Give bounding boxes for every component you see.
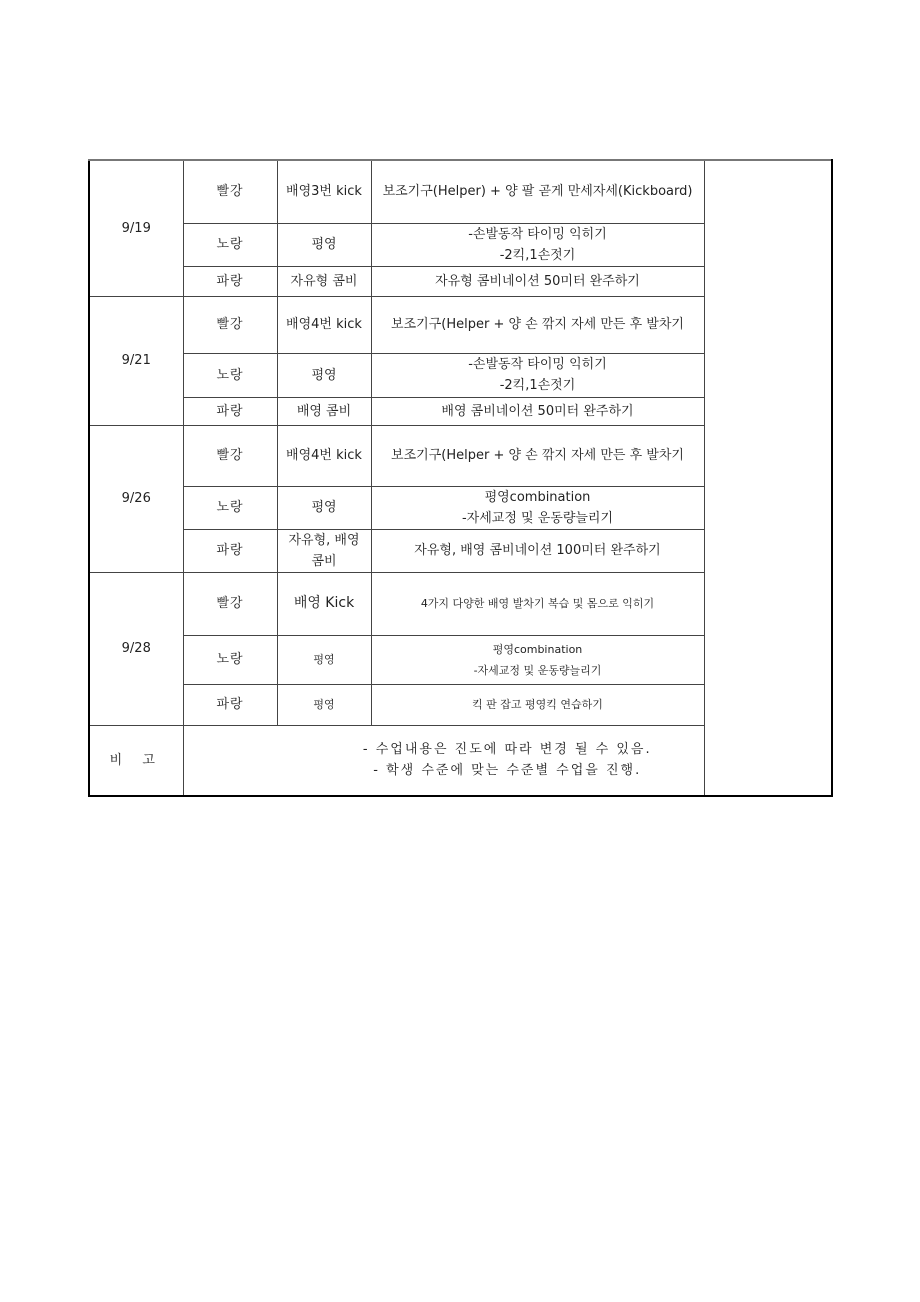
session-date: 9/26 [89,425,183,572]
stroke-line: 자유형, 배영 [288,532,360,548]
content-line: 평영combination [492,642,583,656]
level-red: 빨강 [183,425,277,486]
content-cell: 배영 콤비네이션 50미터 완주하기 [371,397,704,425]
content-cell: 자유형 콤비네이션 50미터 완주하기 [371,266,704,296]
content-cell: 자유형, 배영 콤비네이션 100미터 완주하기 [371,529,704,572]
content-cell [371,635,704,684]
content-cell: 보조기구(Helper) + 양 팔 곧게 만세자세(Kickboard) [371,160,704,223]
content-cell: 보조기구(Helper + 양 손 깎지 자세 만든 후 발차기 [371,425,704,486]
stroke-cell: 배영4번 kick [277,425,371,486]
remark-line: - 학생 수준에 맞는 수준별 수업을 진행. [373,763,642,779]
remarks-body [183,725,832,796]
level-yellow: 노랑 [183,353,277,397]
session-date: 9/28 [89,572,183,725]
stroke-cell: 배영3번 kick [277,160,371,223]
content-line: -자세교정 및 운동량늘리기 [461,510,614,526]
stroke-line: 콤비 [311,553,337,569]
stroke-cell: 평영 [277,353,371,397]
content-cell [371,223,704,266]
level-yellow: 노랑 [183,223,277,266]
stroke-cell: 평영 [277,486,371,529]
content-line: -2킥,1손젓기 [499,378,576,393]
level-yellow: 노랑 [183,635,277,684]
content-cell: 4가지 다양한 배영 발차기 복습 및 몸으로 익히기 [371,572,704,635]
level-red: 빨강 [183,572,277,635]
content-line: -자세교정 및 운동량늘리기 [473,663,602,677]
level-blue: 파랑 [183,684,277,725]
content-line: -손발동작 타이밍 익히기 [468,226,607,242]
level-red: 빨강 [183,160,277,223]
session-date: 9/19 [89,160,183,296]
stroke-cell: 평영 [277,223,371,266]
stroke-cell: 배영 콤비 [277,397,371,425]
level-blue: 파랑 [183,266,277,296]
content-cell [371,486,704,529]
session-date: 9/21 [89,296,183,425]
stroke-cell [277,529,371,572]
content-line: -2킥,1손젓기 [499,247,576,263]
level-yellow: 노랑 [183,486,277,529]
empty-notes-column [704,160,832,796]
content-line: -손발동작 타이밍 익히기 [468,357,607,372]
content-line: 평영combination [484,489,591,505]
level-blue: 파랑 [183,529,277,572]
swim-class-schedule-table [88,159,833,797]
stroke-cell: 배영4번 kick [277,296,371,353]
table-row [89,160,832,223]
stroke-cell: 평영 [277,684,371,725]
level-blue: 파랑 [183,397,277,425]
content-cell: 킥 판 잡고 평영킥 연습하기 [371,684,704,725]
content-cell: 보조기구(Helper + 양 손 깎지 자세 만든 후 발차기 [371,296,704,353]
remarks-label: 비 고 [89,725,183,796]
content-cell [371,353,704,397]
stroke-cell: 배영 Kick [277,572,371,635]
remarks-row [89,725,832,796]
level-red: 빨강 [183,296,277,353]
remark-line: - 수업내용은 진도에 따라 변경 될 수 있음. [362,742,652,758]
stroke-cell: 자유형 콤비 [277,266,371,296]
stroke-cell: 평영 [277,635,371,684]
